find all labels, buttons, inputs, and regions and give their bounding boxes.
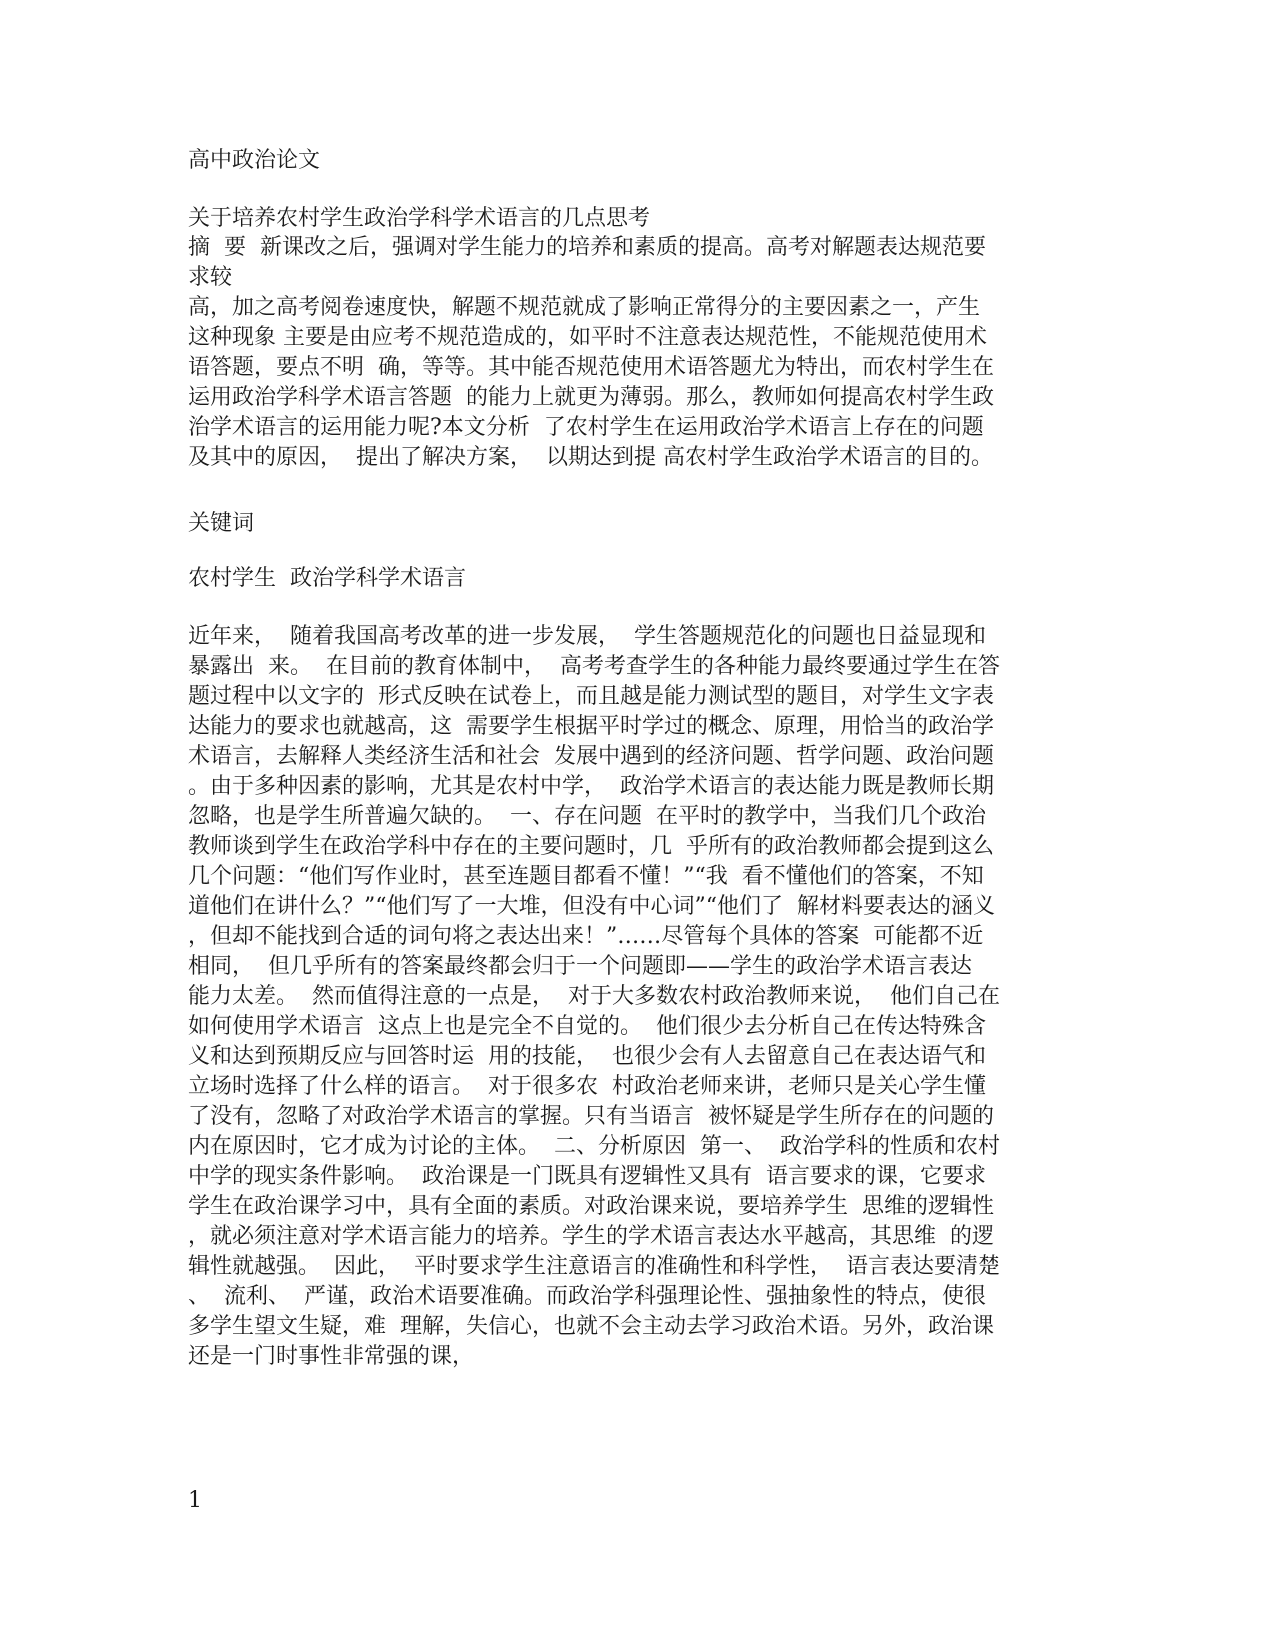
abstract-line: 摘 要 新课改之后，强调对学生能力的培养和素质的提高。高考对解题表达规范要 xyxy=(188,235,986,260)
body-line: 如何使用学术语言 这点上也是完全不自觉的。 他们很少去分析自己在传达特殊含 xyxy=(188,1014,986,1039)
keywords-heading: 关键词 xyxy=(188,511,255,536)
body-line: 相同， 但几乎所有的答案最终都会归于一个问题即——学生的政治学术语言表达 xyxy=(188,954,972,979)
document-category: 高中政治论文 xyxy=(188,148,321,173)
body-line: 。由于多种因素的影响，尤其是农村中学， 政治学术语言的表达能力既是教师长期 xyxy=(188,774,994,799)
abstract-line: 运用政治学科学术语言答题 的能力上就更为薄弱。那么，教师如何提高农村学生政 xyxy=(188,385,994,410)
body-line: 能力太差。 然而值得注意的一点是， 对于大多数农村政治教师来说， 他们自己在 xyxy=(188,984,1000,1009)
abstract-line: 语答题，要点不明 确，等等。其中能否规范使用术语答题尤为特出，而农村学生在 xyxy=(188,355,994,380)
abstract-line: 高，加之高考阅卷速度快，解题不规范就成了影响正常得分的主要因素之一，产生 xyxy=(188,295,981,320)
body-line: 辑性就越强。 因此， 平时要求学生注意语言的准确性和科学性， 语言表达要清楚 xyxy=(188,1254,1000,1279)
body-line: 题过程中以文字的 形式反映在试卷上，而且越是能力测试型的题目，对学生文字表 xyxy=(188,684,994,709)
body-line: 道他们在讲什么？”“他们写了一大堆，但没有中心词”“他们了 解材料要表达的涵义 xyxy=(188,894,995,919)
document-title: 关于培养农村学生政治学科学术语言的几点思考 xyxy=(188,206,651,231)
body-line: ，但却不能找到合适的词句将之表达出来！”……尽管每个具体的答案 可能都不近 xyxy=(188,924,984,949)
body-line: 几个问题：“他们写作业时，甚至连题目都看不懂！”“我 看不懂他们的答案，不知 xyxy=(188,864,984,889)
page-number: 1 xyxy=(188,1488,202,1513)
body-line: ，就必须注意对学术语言能力的培养。学生的学术语言表达水平越高，其思维 的逻 xyxy=(188,1224,994,1249)
body-line: 中学的现实条件影响。 政治课是一门既具有逻辑性又具有 语言要求的课，它要求 xyxy=(188,1164,986,1189)
abstract-line: 这种现象 主要是由应考不规范造成的，如平时不注意表达规范性，不能规范使用术 xyxy=(188,325,987,350)
body-line: 忽略，也是学生所普遍欠缺的。 一、存在问题 在平时的教学中，当我们几个政治 xyxy=(188,804,986,829)
body-line: 义和达到预期反应与回答时运 用的技能， 也很少会有人去留意自己在表达语气和 xyxy=(188,1044,986,1069)
body-line: 了没有，忽略了对政治学术语言的掌握。只有当语言 被怀疑是学生所存在的问题的 xyxy=(188,1104,994,1129)
body-line: 内在原因时，它才成为讨论的主体。 二、分析原因 第一、 政治学科的性质和农村 xyxy=(188,1134,1000,1159)
body-line: 多学生望文生疑，难 理解，失信心，也就不会主动去学习政治术语。另外，政治课 xyxy=(188,1314,994,1339)
body-line: 教师谈到学生在政治学科中存在的主要问题时，几 乎所有的政治教师都会提到这么 xyxy=(188,834,994,859)
abstract-line: 治学术语言的运用能力呢?本文分析 了农村学生在运用政治学术语言上存在的问题 xyxy=(188,415,984,440)
body-line: 达能力的要求也就越高，这 需要学生根据平时学过的概念、原理，用恰当的政治学 xyxy=(188,714,994,739)
abstract-line: 及其中的原因， 提出了解决方案， 以期达到提 高农村学生政治学术语言的目的。 xyxy=(188,445,993,470)
abstract-line: 求较 xyxy=(188,265,233,290)
keywords: 农村学生 政治学科学术语言 xyxy=(188,566,466,591)
body-line: 还是一门时事性非常强的课， xyxy=(188,1344,475,1369)
body-line: 暴露出 来。 在目前的教育体制中， 高考考查学生的各种能力最终要通过学生在答 xyxy=(188,654,1000,679)
body-line: 、 流利、 严谨，政治术语要准确。而政治学科强理论性、强抽象性的特点，使很 xyxy=(188,1284,986,1309)
body-line: 近年来， 随着我国高考改革的进一步发展， 学生答题规范化的问题也日益显现和 xyxy=(188,624,986,649)
body-line: 学生在政治课学习中，具有全面的素质。对政治课来说，要培养学生 思维的逻辑性 xyxy=(188,1194,994,1219)
body-line: 立场时选择了什么样的语言。 对于很多农 村政治老师来讲，老师只是关心学生懂 xyxy=(188,1074,986,1099)
body-line: 术语言，去解释人类经济生活和社会 发展中遇到的经济问题、哲学问题、政治问题 xyxy=(188,744,994,769)
